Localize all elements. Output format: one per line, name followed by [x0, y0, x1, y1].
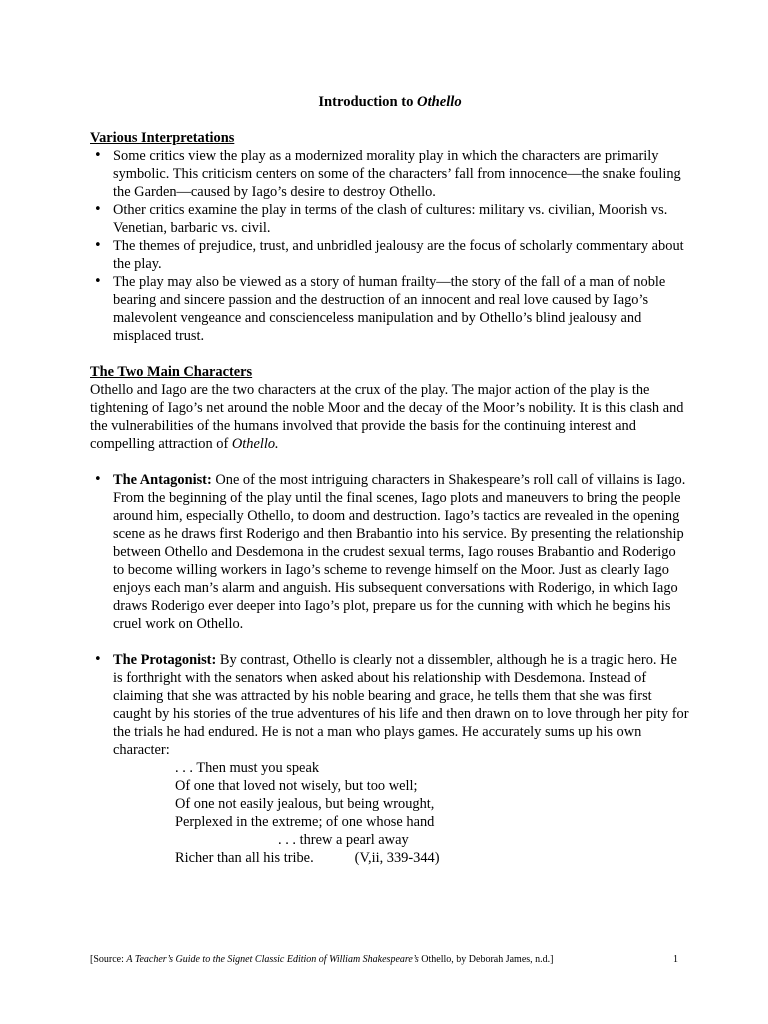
quote-line: Richer than all his tribe.	[175, 850, 314, 866]
footer-source-italic: A Teacher’s Guide to the Signet Classic Edition of William Shakespeare’s	[126, 954, 419, 965]
antagonist-label: The Antagonist:	[113, 472, 212, 488]
quote-line: Perplexed in the extreme; of one whose hand	[175, 814, 435, 830]
quote-line: . . . Then must you speak	[175, 760, 320, 776]
antagonist-text: One of the most intriguing characters in Shakespeare’s roll call of villains is Iago. From the beginning of the play until the final scenes, Iago plots and maneuvers to bring the people around him, especially Othello, to doom and destruction. Iago’s tactics are revealed in the opening scene as he draws first Roderigo and then Brabantio into his service. By presenting the relationship between Othello and Desdemona in the crudest sexual terms, Iago rouses Brabantio and Roderigo to become willing workers in Iago’s scheme to revenge himself on the Moor. Just as clearly Iago enjoys each man’s alarm and anguish. His subsequent conversations with Roderigo, in which Iago draws Roderigo ever deeper into Iago’s plot, prepare us for the cunning with which he begins his cruel work on Othello.	[113, 472, 686, 632]
characters-heading: The Two Main Characters	[90, 364, 253, 380]
quote-citation: (V,ii, 339-344)	[354, 850, 440, 866]
footer-source-suffix: Othello, by Deborah James, n.d.]	[418, 954, 554, 965]
list-item: • The play may also be viewed as a story of human frailty—the story of the fall of a man of noble bearing and sincere passion and the destruction of an innocent and real love caused by Iago’s malevolent vengeance and conscienceless manipulation and by Othello’s blind jealousy and misplaced trust.	[90, 273, 690, 345]
character-list-protagonist	[90, 651, 690, 759]
antagonist-item	[90, 471, 690, 633]
protagonist-item	[90, 651, 690, 759]
quote-line: . . . threw a pearl away	[278, 832, 409, 848]
list-item: • Other critics examine the play in terms of the clash of cultures: military vs. civilian, Moorish vs. Venetian, barbaric vs. civil.	[90, 201, 690, 237]
list-item: • Some critics view the play as a modernized morality play in which the characters are primarily symbolic. This criticism centers on some of the characters’ fall from innocence—the snake fouling the Garden—caused by Iago’s desire to destroy Othello.	[90, 147, 690, 201]
page-title	[90, 93, 690, 111]
page-footer	[90, 954, 678, 966]
interpretations-list	[90, 147, 690, 345]
characters-intro-text: Othello and Iago are the two characters at the crux of the play. The major action of the play is the tightening of Iago’s net around the noble Moor and the decay of the Moor’s nobility. It is this clash and the vulnerabilities of the humans involved that provide the basis for the continuing interest and compelling attraction of	[90, 382, 684, 452]
title-prefix: Introduction to	[318, 94, 418, 110]
protagonist-label: The Protagonist:	[113, 652, 217, 668]
quote-line-last	[175, 849, 690, 867]
list-item: • The themes of prejudice, trust, and unbridled jealousy are the focus of scholarly commentary about the play.	[90, 237, 690, 273]
quote-line: Of one not easily jealous, but being wrought,	[175, 796, 435, 812]
block-quote	[90, 759, 690, 867]
title-italic: Othello	[417, 94, 462, 110]
document-page	[90, 93, 690, 867]
interpretations-heading: Various Interpretations	[90, 130, 235, 146]
character-list-antagonist	[90, 471, 690, 633]
protagonist-text: By contrast, Othello is clearly not a dissembler, although he is a tragic hero. He is forthright with the senators when asked about his relationship with Desdemona. Instead of claiming that she was attracted by his noble bearing and grace, he tells them that she was first caught by his stories of the true adventures of his life and then drawn on to love through her pity for the trials he had endured. He is not a man who plays games. He accurately sums up his own character:	[113, 652, 689, 758]
footer-source-prefix: [Source:	[90, 954, 127, 965]
quote-line: Of one that loved not wisely, but too well;	[175, 778, 418, 794]
page-number: 1	[673, 954, 678, 965]
characters-intro	[90, 381, 690, 453]
characters-intro-italic: Othello.	[231, 436, 279, 452]
